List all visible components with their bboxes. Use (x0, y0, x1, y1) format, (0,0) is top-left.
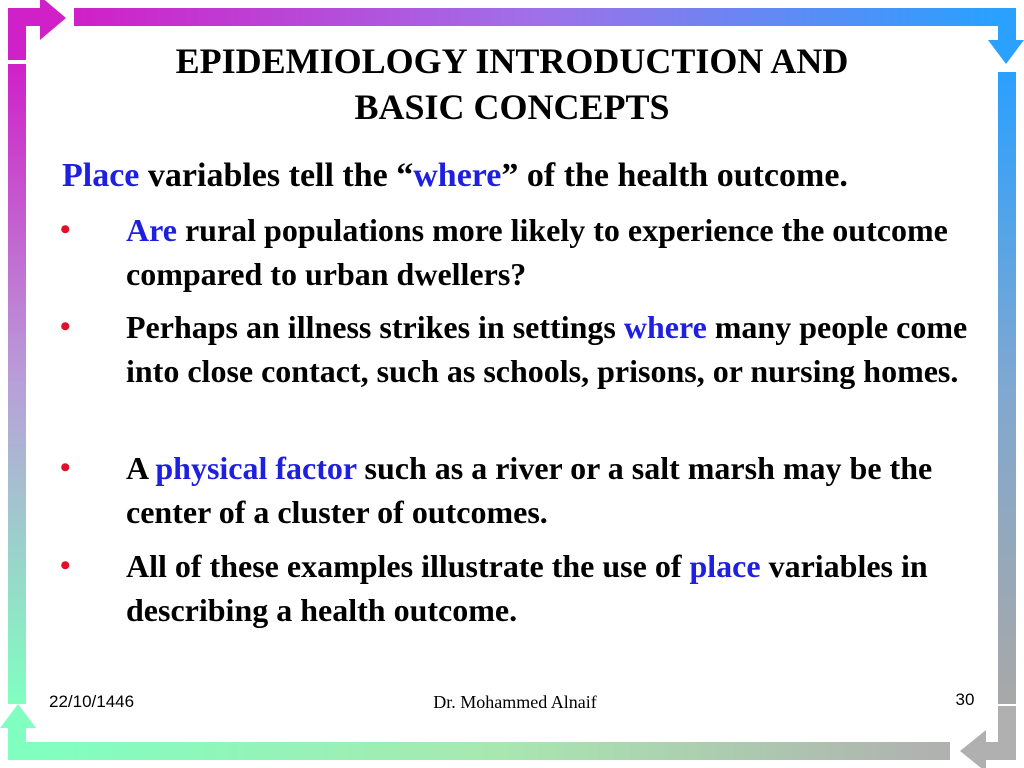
bullet-dot-icon: • (60, 451, 71, 484)
bottom-border-bar (40, 742, 950, 760)
slide-number: 30 (955, 690, 975, 709)
top-border-bar (74, 8, 994, 26)
bullet-text: variables in describing a health outcome. (126, 548, 928, 628)
lead-highlight-place: Place (62, 157, 140, 194)
bullet-dot-icon: • (60, 549, 71, 582)
title-line-1: EPIDEMIOLOGY INTRODUCTION AND (175, 41, 849, 81)
footer-author: Dr. Mohammed Alnaif (433, 692, 597, 712)
lead-text-2: ” of the health outcome. (501, 157, 848, 194)
bullet-text: Perhaps an illness strikes in settings (126, 309, 624, 345)
top-left-arrow-icon (8, 0, 66, 60)
bullet-highlight: Are (126, 212, 177, 248)
slide-title (100, 38, 924, 130)
bottom-left-arrow-icon (0, 704, 40, 760)
left-border-bar (8, 64, 26, 704)
footer-date: 22/10/1446 (49, 692, 135, 711)
bullet-item (60, 208, 986, 296)
lead-highlight-where: where (413, 157, 502, 194)
bullet-text: such as a river or a salt marsh may be the center of a cluster of outcomes. (126, 450, 933, 530)
bottom-right-arrow-icon (960, 706, 1016, 768)
bullet-item (60, 446, 986, 534)
bullet-item (60, 544, 986, 632)
bullet-dot-icon: • (60, 310, 71, 343)
lead-sentence (62, 154, 1002, 198)
bullet-text: rural populations more likely to experience the outcome compared to urban dwellers? (126, 212, 948, 292)
bullet-highlight: where (623, 309, 707, 345)
bullet-text: All of these examples illustrate the use of (126, 548, 690, 584)
title-line-2: BASIC CONCEPTS (354, 87, 670, 127)
bullet-highlight: place (689, 548, 761, 584)
lead-text-1: variables tell the “ (139, 157, 414, 194)
bullet-text: many people come into close contact, such as schools, prisons, or nursing homes. (126, 309, 968, 389)
bullet-dot-icon: • (60, 213, 71, 246)
bullet-text: A (126, 450, 156, 486)
bullet-item (60, 305, 986, 393)
bullet-highlight: physical factor (155, 450, 357, 486)
